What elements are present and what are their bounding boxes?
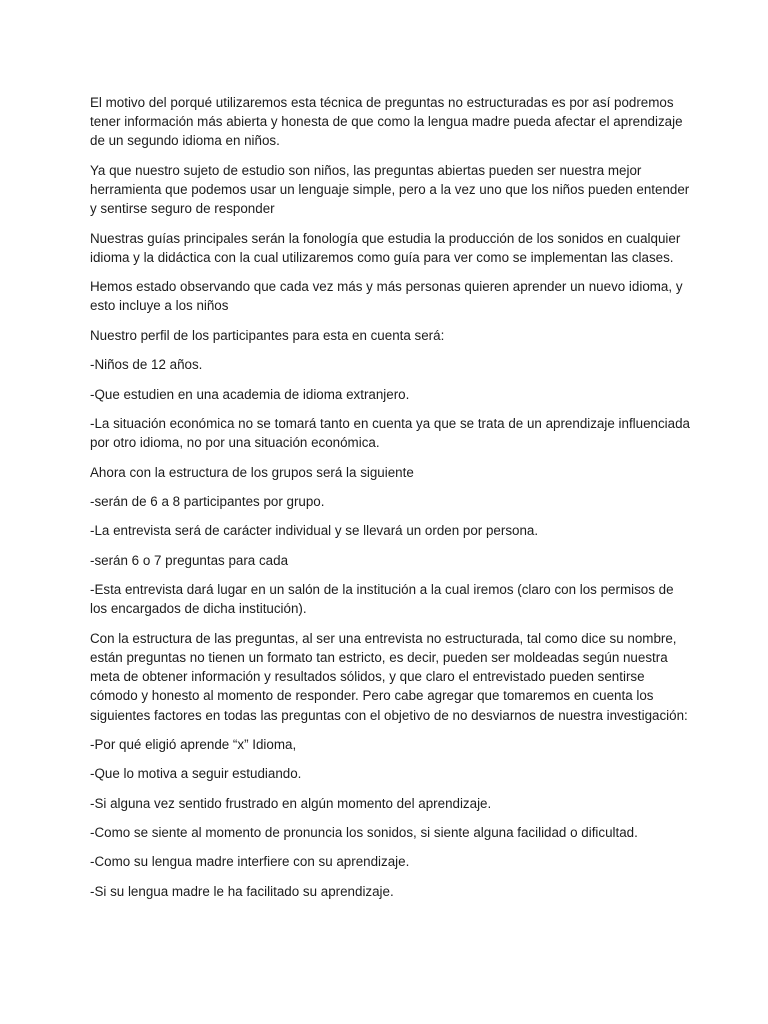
list-item-factor-motivation: -Que lo motiva a seguir estudiando. — [90, 766, 302, 782]
paragraph-subject: Ya que nuestro sujeto de estudio son niños, las preguntas abiertas pueden ser nuestra mejor herramienta que podemos usar un lenguaje simple, pero a la vez uno que los niños pueden entender y sentirse seguro de responder — [90, 162, 690, 217]
paragraph-guides: Nuestras guías principales serán la fonología que estudia la producción de los sonidos en cualquier idioma y la didáctica con la cual utilizaremos como guía para ver como se implementan las clases. — [90, 230, 681, 265]
list-item-factor-choice: -Por qué eligió aprende “x” Idioma, — [90, 736, 297, 752]
list-item-profile-economic: -La situación económica no se tomará tanto en cuenta ya que se trata de un aprendizaje influenciada por otro idioma, no por una situación económica. — [90, 415, 690, 451]
list-item-factor-pronunciation: -Como se siente al momento de pronuncia los sonidos, si siente alguna facilidad o dificultad. — [90, 825, 638, 841]
list-item-groups-questions: -serán 6 o 7 preguntas para cada — [90, 552, 289, 568]
list-item-factor-frustration: -Si alguna vez sentido frustrado en algún momento del aprendizaje. — [90, 795, 492, 811]
list-item-profile-age: -Niños de 12 años. — [90, 357, 203, 373]
paragraph-intro: El motivo del porqué utilizaremos esta técnica de preguntas no estructuradas es por así podremos tener información más abierta y honesta de que como la lengua madre pueda afectar el aprendizaje de un segundo idioma en niños. — [90, 95, 683, 149]
paragraph-groups-heading: Ahora con la estructura de los grupos será la siguiente — [90, 464, 414, 480]
list-item-groups-individual: -La entrevista será de carácter individual y se llevará un orden por persona. — [90, 523, 539, 539]
paragraph-profile-heading: Nuestro perfil de los participantes para esta en cuenta será: — [90, 327, 445, 343]
document-body — [90, 93, 690, 911]
list-item-groups-location: -Esta entrevista dará lugar en un salón de la institución a la cual iremos (claro con los permisos de los encargados de dicha institución). — [90, 582, 674, 617]
list-item-factor-interference: -Como su lengua madre interfiere con su aprendizaje. — [90, 854, 410, 870]
list-item-factor-facilitation: -Si su lengua madre le ha facilitado su aprendizaje. — [90, 883, 394, 899]
paragraph-observation: Hemos estado observando que cada vez más y más personas quieren aprender un nuevo idioma, y esto incluye a los niños — [90, 279, 683, 314]
paragraph-question-structure: Con la estructura de las preguntas, al ser una entrevista no estructurada, tal como dice su nombre, están preguntas no tienen un formato tan estricto, es decir, pueden ser moldeadas según nuestra meta de obtener información y resultados sólidos, y que claro el entrevistado pueden sentirse cómodo y honesto al momento de responder. Pero cabe agregar que tomaremos en cuenta los siguientes factores en todas las preguntas con el objetivo de no desviarnos de nuestra investigación: — [90, 630, 688, 723]
list-item-profile-academy: -Que estudien en una academia de idioma extranjero. — [90, 386, 410, 402]
list-item-groups-size: -serán de 6 a 8 participantes por grupo. — [90, 493, 325, 509]
